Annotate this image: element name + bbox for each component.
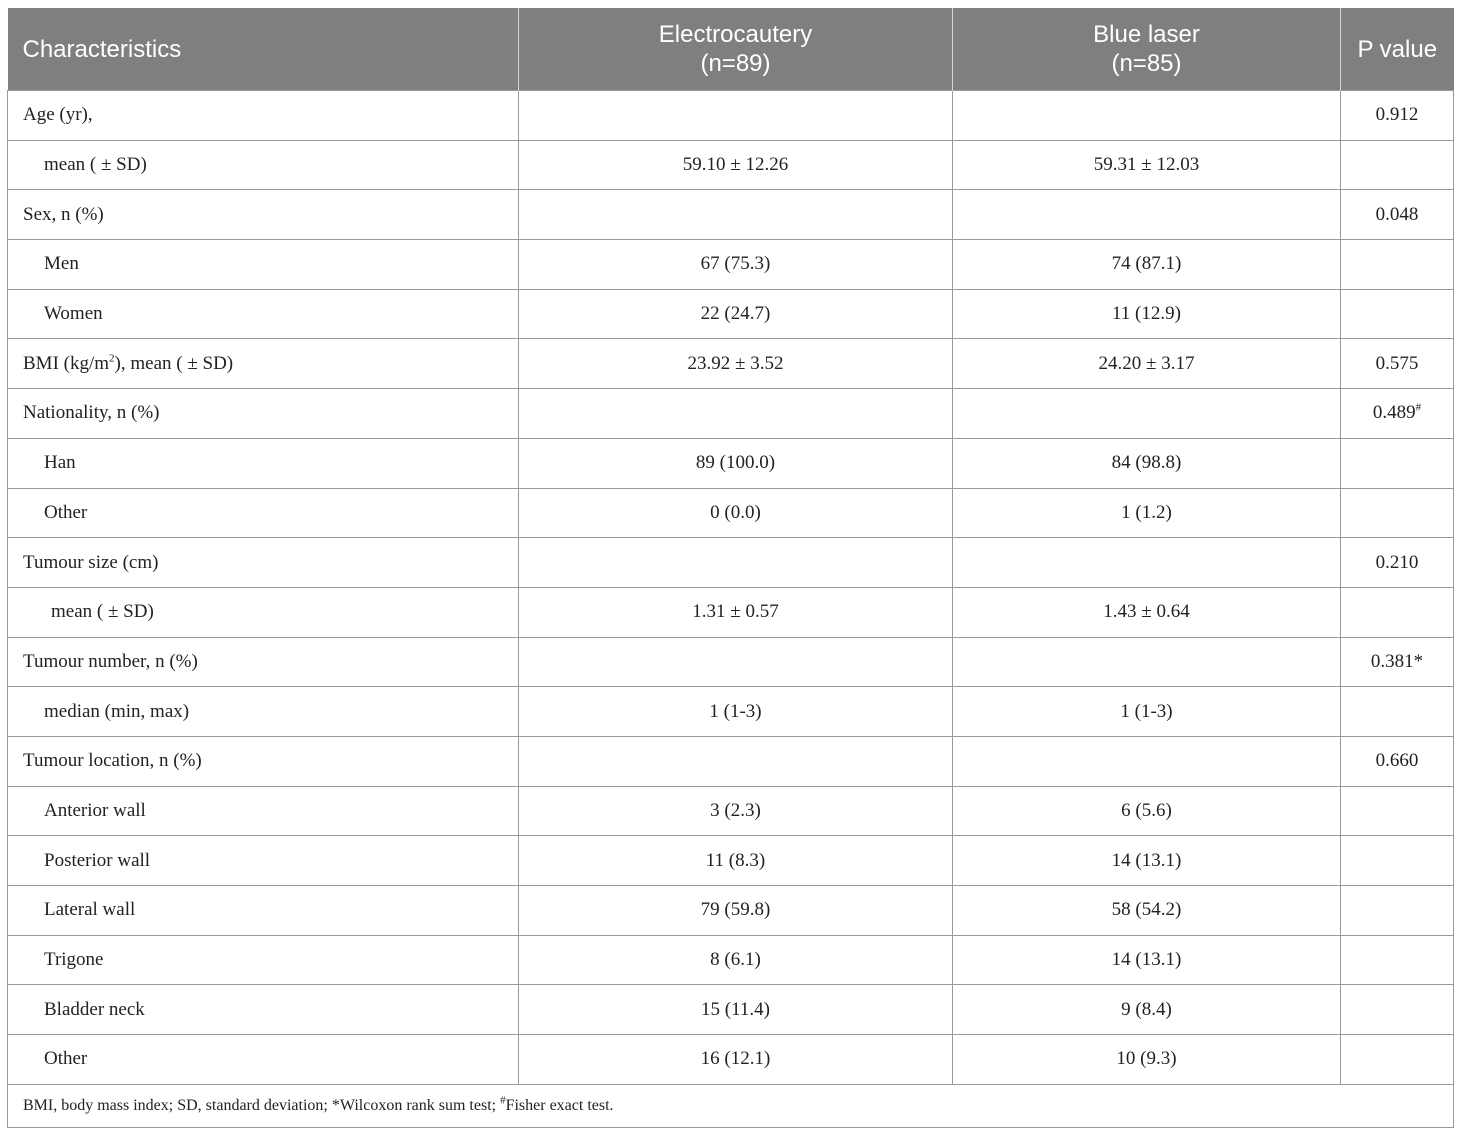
cell-p-value [1341, 240, 1454, 290]
header-blue-laser-name: Blue laser [1093, 21, 1200, 48]
cell-electrocautery: 16 (12.1) [519, 1035, 953, 1085]
cell-electrocautery [519, 389, 953, 439]
cell-blue-laser: 9 (8.4) [953, 985, 1341, 1035]
table-row [8, 140, 1454, 190]
header-p-value: P value [1341, 8, 1454, 91]
cell-p-value: 0.660 [1341, 736, 1454, 786]
cell-p-value: 0.210 [1341, 538, 1454, 588]
cell-blue-laser [953, 91, 1341, 141]
table-header [8, 8, 1454, 91]
row-label: Tumour number, n (%) [8, 637, 519, 687]
cell-electrocautery: 59.10 ± 12.26 [519, 140, 953, 190]
cell-blue-laser [953, 389, 1341, 439]
cell-blue-laser: 58 (54.2) [953, 886, 1341, 936]
row-label: mean ( ± SD) [8, 587, 519, 637]
cell-electrocautery: 22 (24.7) [519, 289, 953, 339]
header-electrocautery-n: (n=89) [700, 50, 771, 77]
table-row [8, 935, 1454, 985]
cell-p-value [1341, 935, 1454, 985]
row-label: Bladder neck [8, 985, 519, 1035]
row-label: Posterior wall [8, 836, 519, 886]
table-row [8, 389, 1454, 439]
cell-p-value [1341, 836, 1454, 886]
row-label: mean ( ± SD) [8, 140, 519, 190]
cell-p-value [1341, 140, 1454, 190]
cell-blue-laser: 84 (98.8) [953, 438, 1341, 488]
cell-electrocautery: 3 (2.3) [519, 786, 953, 836]
characteristics-table [7, 8, 1454, 1128]
table-row [8, 91, 1454, 141]
cell-electrocautery [519, 637, 953, 687]
table-row [8, 736, 1454, 786]
row-label: Trigone [8, 935, 519, 985]
table-row [8, 438, 1454, 488]
table-row [8, 985, 1454, 1035]
cell-electrocautery [519, 736, 953, 786]
cell-p-value [1341, 985, 1454, 1035]
cell-p-value [1341, 587, 1454, 637]
cell-electrocautery [519, 91, 953, 141]
cell-electrocautery: 8 (6.1) [519, 935, 953, 985]
cell-electrocautery: 67 (75.3) [519, 240, 953, 290]
table-row [8, 637, 1454, 687]
cell-blue-laser: 24.20 ± 3.17 [953, 339, 1341, 389]
row-label: Han [8, 438, 519, 488]
cell-blue-laser: 11 (12.9) [953, 289, 1341, 339]
cell-electrocautery: 79 (59.8) [519, 886, 953, 936]
footnote-text: BMI, body mass index; SD, standard deviation; *Wilcoxon rank sum test; [23, 1096, 501, 1114]
cell-blue-laser [953, 637, 1341, 687]
bmi-label-part: BMI (kg/m [23, 352, 110, 374]
cell-blue-laser: 14 (13.1) [953, 836, 1341, 886]
header-characteristics: Characteristics [8, 8, 519, 91]
row-label: Tumour size (cm) [8, 538, 519, 588]
footnote-superscript: # [500, 1094, 506, 1107]
cell-p-value [1341, 389, 1454, 439]
cell-blue-laser: 10 (9.3) [953, 1035, 1341, 1085]
cell-blue-laser: 1.43 ± 0.64 [953, 587, 1341, 637]
cell-blue-laser: 6 (5.6) [953, 786, 1341, 836]
cell-p-value [1341, 687, 1454, 737]
table-row [8, 786, 1454, 836]
row-label: Lateral wall [8, 886, 519, 936]
row-label: Tumour location, n (%) [8, 736, 519, 786]
footnote [8, 1084, 1454, 1127]
cell-electrocautery: 11 (8.3) [519, 836, 953, 886]
cell-blue-laser [953, 190, 1341, 240]
p-value-superscript: # [1415, 402, 1422, 415]
header-electrocautery [519, 8, 953, 91]
cell-blue-laser: 59.31 ± 12.03 [953, 140, 1341, 190]
cell-p-value: 0.048 [1341, 190, 1454, 240]
cell-electrocautery: 15 (11.4) [519, 985, 953, 1035]
footnote-row [8, 1084, 1454, 1127]
row-label: Other [8, 1035, 519, 1085]
cell-p-value [1341, 786, 1454, 836]
table-row [8, 190, 1454, 240]
header-blue-laser [953, 8, 1341, 91]
cell-p-value [1341, 438, 1454, 488]
p-value-text: 0.489 [1372, 402, 1416, 424]
row-label: Men [8, 240, 519, 290]
table-row [8, 687, 1454, 737]
table-row [8, 339, 1454, 389]
footnote-text-end: Fisher exact test. [505, 1096, 614, 1114]
cell-p-value [1341, 289, 1454, 339]
cell-electrocautery [519, 538, 953, 588]
row-label: Age (yr), [8, 91, 519, 141]
header-row [8, 8, 1454, 91]
cell-electrocautery: 23.92 ± 3.52 [519, 339, 953, 389]
row-label: Women [8, 289, 519, 339]
row-label: Other [8, 488, 519, 538]
cell-electrocautery: 1.31 ± 0.57 [519, 587, 953, 637]
row-label: Nationality, n (%) [8, 389, 519, 439]
cell-p-value: 0.575 [1341, 339, 1454, 389]
cell-blue-laser: 74 (87.1) [953, 240, 1341, 290]
cell-electrocautery: 89 (100.0) [519, 438, 953, 488]
cell-blue-laser: 1 (1-3) [953, 687, 1341, 737]
table-row [8, 289, 1454, 339]
cell-p-value [1341, 488, 1454, 538]
cell-electrocautery [519, 190, 953, 240]
table-row [8, 488, 1454, 538]
table-row [8, 836, 1454, 886]
table-row [8, 886, 1454, 936]
cell-p-value [1341, 886, 1454, 936]
cell-electrocautery: 1 (1-3) [519, 687, 953, 737]
cell-blue-laser: 14 (13.1) [953, 935, 1341, 985]
cell-blue-laser [953, 736, 1341, 786]
cell-electrocautery: 0 (0.0) [519, 488, 953, 538]
table-row [8, 1035, 1454, 1085]
table-row [8, 587, 1454, 637]
cell-p-value: 0.912 [1341, 91, 1454, 141]
row-label: Sex, n (%) [8, 190, 519, 240]
row-label: median (min, max) [8, 687, 519, 737]
row-label [8, 339, 519, 389]
bmi-label-superscript: 2 [109, 352, 115, 365]
table-row [8, 538, 1454, 588]
table-body [8, 91, 1454, 1085]
cell-p-value: 0.381* [1341, 637, 1454, 687]
bmi-label-part: ), mean ( ± SD) [114, 352, 234, 374]
header-electrocautery-name: Electrocautery [658, 21, 813, 48]
cell-blue-laser: 1 (1.2) [953, 488, 1341, 538]
row-label: Anterior wall [8, 786, 519, 836]
table-footer [8, 1084, 1454, 1127]
header-blue-laser-n: (n=85) [1111, 50, 1182, 77]
table-row [8, 240, 1454, 290]
cell-p-value [1341, 1035, 1454, 1085]
cell-blue-laser [953, 538, 1341, 588]
